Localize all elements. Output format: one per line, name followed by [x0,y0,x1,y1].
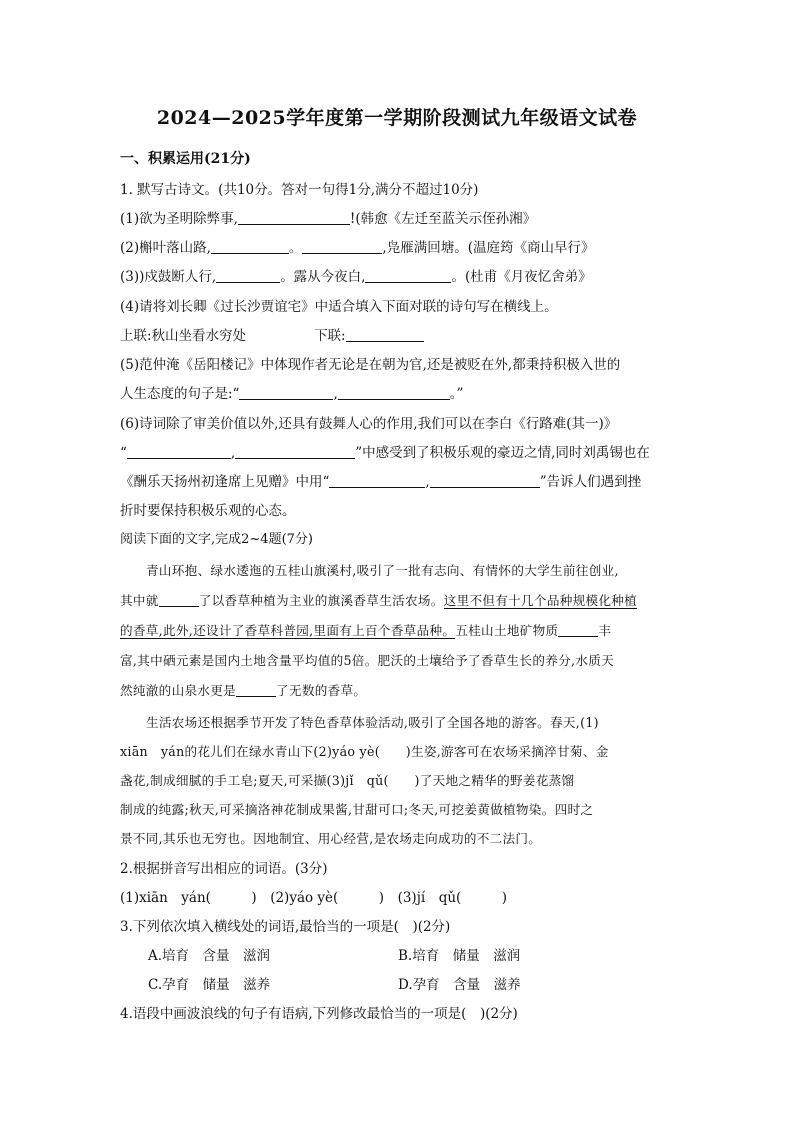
q1-p5-text-b: , [333,386,338,402]
q1-p2-text-a: (2)槲叶落山路, [120,240,211,256]
question-2-stem: 2.根据拼音写出相应的词语。(3分) [120,861,328,877]
answer-blank[interactable] [365,268,451,283]
passage-line [120,680,366,699]
answer-blank[interactable] [239,385,333,400]
option-c[interactable]: C.孕育 储量 滋养 [148,977,271,993]
answer-blank[interactable] [127,444,231,459]
question-1-part-6-line-3 [120,470,641,490]
reading-instruction: 阅读下面的文字,完成2~4题(7分) [120,532,313,547]
q1-p3-text-b: 。露从今夜白, [280,269,366,285]
passage-line: 制成的纯露;秋天,可采摘洛神花制成果酱,甘甜可口;冬天,可挖姜黄做植物染。四时之 [120,802,594,817]
passage-text: 五桂山土地矿物质 [455,623,559,638]
passage-text: 了以香草种植为主业的旗溪香草生活农场。 [198,593,444,608]
option-d[interactable]: D.孕育 含量 滋养 [398,977,521,993]
q1-p3-text-c: 。(杜甫《月夜忆舍弟》 [451,269,592,285]
q1-p6-text-a: “ [120,445,127,461]
answer-blank[interactable] [430,473,540,488]
q1-p5-text-c: 。” [449,386,464,402]
passage-text: 其中就 [120,593,159,608]
passage-text: 了无数的香草。 [276,683,367,698]
wavy-underlined-sentence: 的香草,此外,还设计了香草科普园,里面有上百个香草品种。 [120,623,456,638]
q1-p6-text-d: 《酬乐天扬州初逢席上见赠》中用“ [120,474,330,490]
q1-p6-text-e: , [425,474,430,490]
question-1-part-6-line-1: (6)诗词除了审美价值以外,还具有鼓舞人心的作用,我们可以在李白《行路难(其一)》 [120,416,618,432]
option-a[interactable]: A.培育 含量 滋润 [148,948,271,964]
question-1-part-6-line-2 [120,441,650,461]
answer-blank[interactable] [238,210,350,225]
question-1-part-3 [120,265,592,285]
answer-blank[interactable] [338,385,450,400]
q1-p3-text-a: (3))戍鼓断人行, [120,269,217,285]
question-1-part-2 [120,236,594,256]
question-3-stem: 3.下列依次填入横线处的词语,最恰当的一项是( )(2分) [120,919,451,935]
wavy-underlined-sentence: 这里不但有十几个品种规模化种植 [443,593,638,608]
passage-line: 富,其中硒元素是国内土地含量平均值的5倍。肥沃的土壤给予了香草生长的养分,水质天 [120,653,614,668]
question-1-part-1 [120,207,536,227]
question-1-part-5-line-2 [120,382,463,402]
q1-p2-text-c: ,凫雁满回塘。(温庭筠《商山早行》 [382,240,595,256]
couplet-upper: 上联:秋山坐看水穷处 [120,328,247,344]
question-2-items: (1)xiān yán( ) (2)yáo yè( ) (3)jí qǔ( ) [120,890,508,906]
passage-text: 然纯澈的山泉水更是 [120,683,237,698]
couplet-lower-label: 下联: [314,328,346,344]
passage-line [120,620,611,639]
answer-blank[interactable] [236,682,276,697]
passage-line: 盏花,制成细腻的手工皂;夏天,可采撷(3)jǐ qǔ( )了天地之精华的野姜花蒸馏 [120,773,575,788]
answer-blank[interactable] [558,622,598,637]
couplet-line [120,324,424,344]
q1-p5-text-a: 人生态度的句子是:“ [120,386,240,402]
exam-title: 2024—2025学年度第一学期阶段测试九年级语文试卷 [156,107,638,129]
answer-blank[interactable] [235,444,355,459]
question-1-part-6-line-4: 折时要保持积极乐观的心态。 [120,503,296,519]
q1-p1-text-b: !(韩愈《左迁至蓝关示侄孙湘》 [349,211,537,227]
q1-p6-text-f: ”告诉人们遇到挫 [539,474,642,490]
q1-p6-text-c: ”中感受到了积极乐观的豪迈之情,同时刘禹锡也在 [355,445,650,461]
question-1-part-5-line-1: (5)范仲淹《岳阳楼记》中体现作者无论是在朝为官,还是被贬在外,都秉持积极入世的 [120,357,621,373]
answer-blank[interactable] [211,239,289,254]
answer-blank[interactable] [216,268,280,283]
question-1-stem: 1. 默写古诗文。(共10分。答对一句得1分,满分不超过10分) [120,182,479,198]
answer-blank[interactable] [329,473,425,488]
passage-line [120,590,637,609]
passage-line: xiān yán的花儿们在绿水青山下(2)yáo yè( )生姿,游客可在农场采摘淬甘菊、金 [120,744,609,759]
option-b[interactable]: B.培育 储量 滋润 [398,948,521,964]
passage-line: 景不同,其乐也无穷也。因地制宜、用心经营,是农场走向成功的不二法门。 [120,831,542,846]
q1-p2-text-b: 。 [288,240,303,256]
passage-text: 丰 [598,623,612,638]
q1-p1-text-a: (1)欲为圣明除弊事, [120,211,238,227]
question-1-part-4: (4)请将刘长卿《过长沙贾谊宅》中适合填入下面对联的诗句写在横线上。 [120,299,558,315]
passage-line: 青山环抱、绿水逶迤的五桂山旗溪村,吸引了一批有志向、有情怀的大学生前往创业, [146,563,619,578]
section-heading: 一、积累运用(21分) [120,151,251,167]
answer-blank[interactable] [346,327,424,342]
q1-p6-text-b: , [230,445,236,461]
question-4-stem: 4.语段中画波浪线的句子有语病,下列修改最恰当的一项是( )(2分) [120,1006,518,1022]
answer-blank[interactable] [302,239,382,254]
passage-line: 生活农场还根据季节开发了特色香草体验活动,吸引了全国各地的游客。春天,(1) [146,715,599,730]
answer-blank[interactable] [159,592,199,607]
